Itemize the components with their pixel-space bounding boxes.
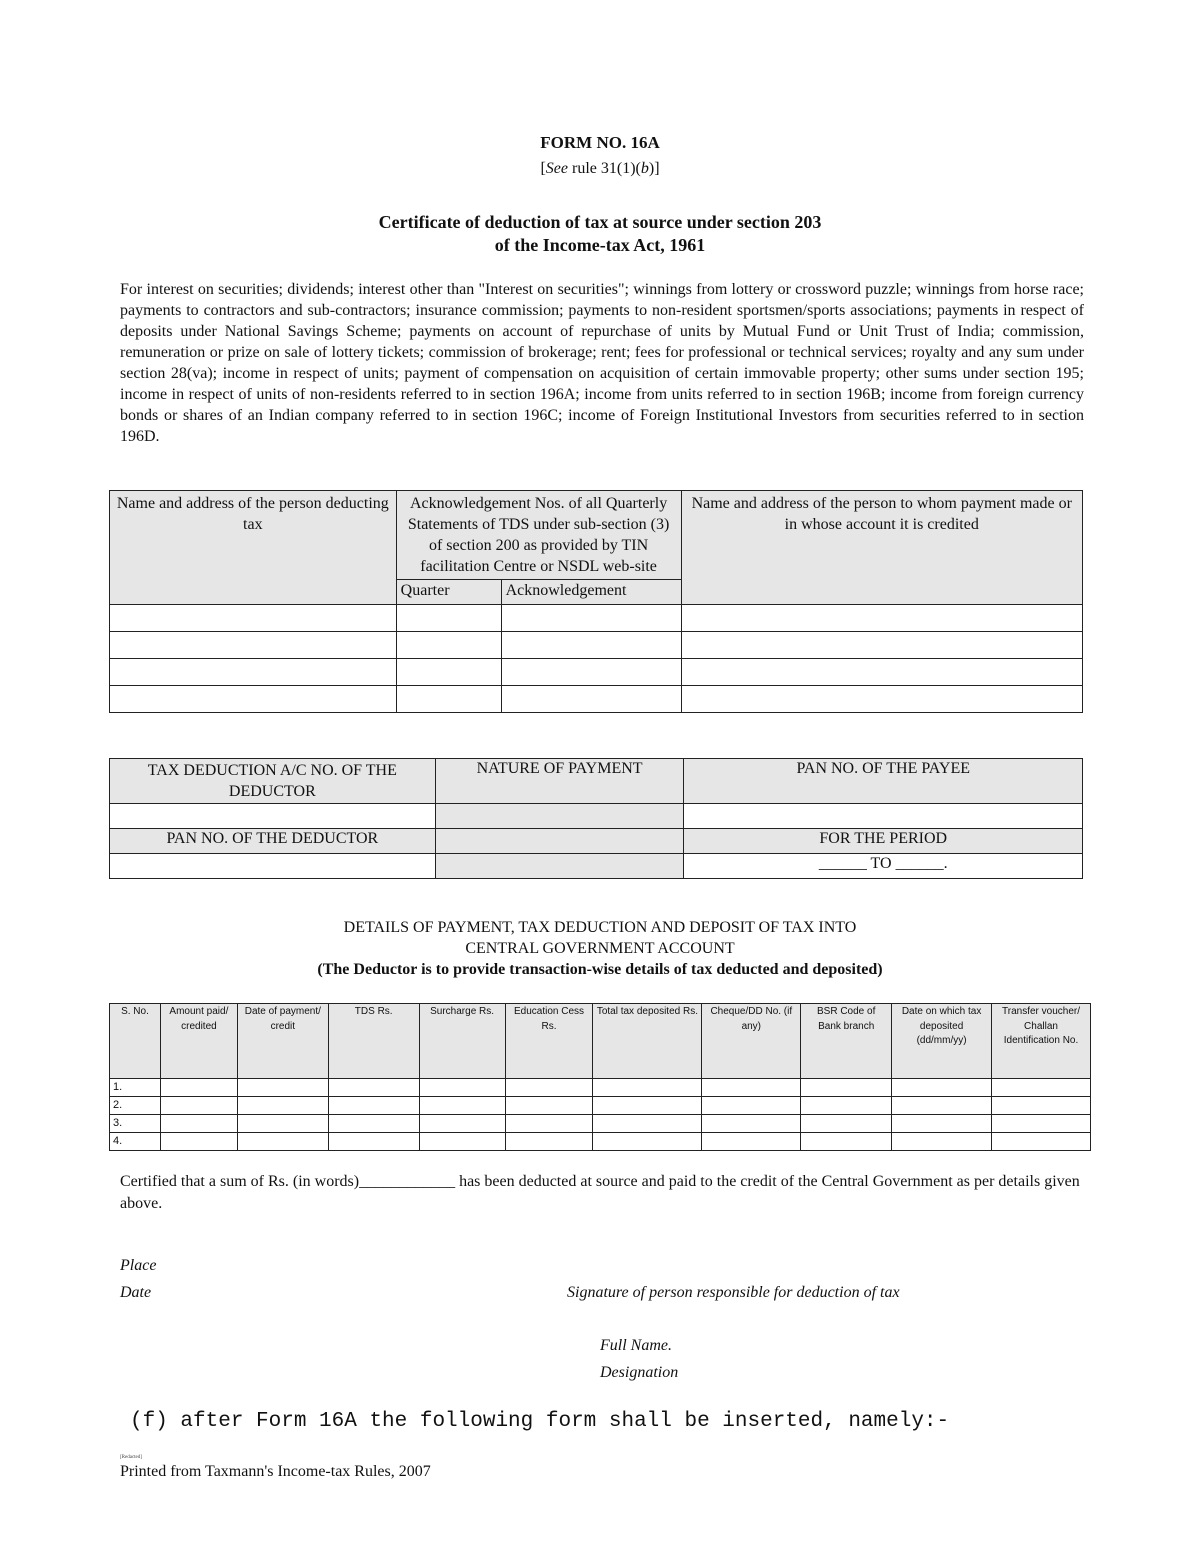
quarter-header: Quarter [396, 580, 501, 605]
col-date-deposited: Date on which tax deposited (dd/mm/yy) [892, 1004, 992, 1079]
certificate-heading: Certificate of deduction of tax at source under section 203 of the Income-tax Act, 1961 [378, 212, 822, 255]
pan-deductor-field[interactable] [110, 854, 436, 879]
insertion-note: (f) after Form 16A the following form shall be inserted, namely:- [130, 1410, 950, 1433]
col-surcharge: Surcharge Rs. [419, 1004, 505, 1079]
place-label: Place [120, 1257, 157, 1274]
payee-name-header: Name and address of the person to whom payment made or in whose account it is credited [681, 491, 1083, 605]
pan-payee-field[interactable] [684, 804, 1083, 829]
tan-field[interactable] [110, 804, 436, 829]
col-cheque-dd: Cheque/DD No. (if any) [702, 1004, 801, 1079]
payment-details-table [109, 1003, 1091, 1151]
footer-source: Printed from Taxmann's Income-tax Rules, 2007 [120, 1463, 431, 1480]
col-bsr-code: BSR Code of Bank branch [801, 1004, 892, 1079]
tan-pan-table [109, 758, 1083, 879]
signature-label: Signature of person responsible for deduction of tax [567, 1284, 900, 1301]
details-heading: DETAILS OF PAYMENT, TAX DEDUCTION AND DEPOSIT OF TAX INTO CENTRAL GOVERNMENT ACCOUNT (The Deductor is to provide transaction-wise details of tax deducted and deposited) [317, 919, 883, 978]
deductor-payee-table [109, 490, 1083, 713]
tan-header: TAX DEDUCTION A/C NO. OF THE DEDUCTOR [110, 759, 436, 804]
col-challan: Transfer voucher/ Challan Identification No. [992, 1004, 1091, 1079]
period-field[interactable]: ______ TO ______. [684, 854, 1083, 879]
table-row: 1. [110, 1079, 1091, 1097]
pan-payee-header: PAN NO. OF THE PAYEE [684, 759, 1083, 804]
full-name-label: Full Name. [600, 1337, 672, 1354]
designation-label: Designation [600, 1364, 679, 1381]
nature-of-payment-field[interactable] [435, 804, 684, 829]
date-label: Date [120, 1284, 152, 1301]
col-education-cess: Education Cess Rs. [505, 1004, 593, 1079]
col-tds: TDS Rs. [328, 1004, 419, 1079]
ack-nos-header: Acknowledgement Nos. of all Quarterly Statements of TDS under sub-section (3) of section 200 as provided by TIN facilitation Centre or NSDL web-site [396, 491, 681, 580]
certification-text: Certified that a sum of Rs. (in words)____________ has been deducted at source and paid to the credit of the Central Government as per details given above. [120, 1173, 1080, 1212]
table-row: 2. [110, 1097, 1091, 1115]
col-sno: S. No. [110, 1004, 161, 1079]
table-row [110, 659, 1083, 686]
deductor-name-header: Name and address of the person deducting tax [110, 491, 397, 605]
rule-reference: [See rule 31(1)(b)] [540, 160, 660, 177]
nature-of-payment-header: NATURE OF PAYMENT [435, 759, 684, 804]
table-row [110, 686, 1083, 713]
intro-paragraph: For interest on securities; dividends; interest other than "Interest on securities"; winnings from lottery or crossword puzzle; winnings from horse race; payments to contractors and sub-contractors; insurance commission; payments to non-resident sportsmen/sports associations; payments in respect of deposits under National Savings Scheme; payments on account of repurchase of units by Mutual Fund or Unit Trust of India; commission, remuneration or prize on sale of lottery tickets; commission of brokerage; rent; fees for professional or technical services; royalty and any sum under section 28(va); income in respect of units; payment of compensation on acquisition of certain immovable property; other sums under section 195; income in respect of units of non-residents referred to in section 196A; income from units referred to in section 196B; income from foreign currency bonds or shares of an Indian company referred to in section 196C; income of Foreign Institutional Investors from securities referred to in section 196D. [120, 281, 1084, 445]
table-row: 4. [110, 1133, 1091, 1151]
table-row [110, 605, 1083, 632]
table-row [110, 632, 1083, 659]
col-date-payment: Date of payment/ credit [237, 1004, 328, 1079]
acknowledgement-header: Acknowledgement [501, 580, 681, 605]
col-amount: Amount paid/ credited [160, 1004, 237, 1079]
col-total-tax: Total tax deposited Rs. [593, 1004, 702, 1079]
footer-small-mark: [Redacted] [120, 1455, 142, 1460]
period-header: FOR THE PERIOD [684, 829, 1083, 854]
table-row: 3. [110, 1115, 1091, 1133]
pan-deductor-header: PAN NO. OF THE DEDUCTOR [110, 829, 436, 854]
form-title: FORM NO. 16A [540, 133, 660, 152]
